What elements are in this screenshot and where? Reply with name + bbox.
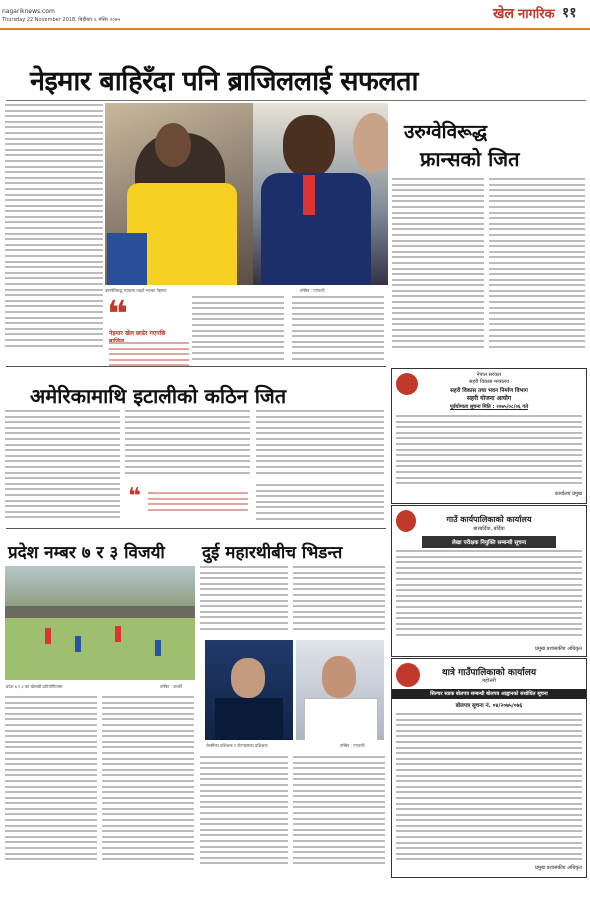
notice-urban-dev [391, 368, 587, 504]
quote1-mark: ❝ [107, 294, 129, 335]
notice1-org2: सहरी विकास मन्त्रालय [468, 379, 510, 385]
section-label: खेल [493, 6, 514, 22]
province-headline: प्रदेश नम्बर ७ र ३ विजयी [8, 543, 165, 563]
story5-col-c [200, 756, 288, 868]
story4-col-b [102, 696, 194, 866]
masthead [0, 0, 590, 32]
story4-col-a [5, 696, 97, 866]
brand-label: नागरिक [518, 7, 555, 22]
main-headline: नेइमार बाहिरँदा पनि ब्राजिललाई सफलता [30, 66, 419, 97]
story1-column [5, 104, 103, 354]
story1-col-right [292, 296, 384, 362]
photo3-credit: तस्बिर : कार्की [160, 684, 182, 689]
story3-col-d [256, 484, 384, 524]
story1-col-mid [192, 296, 284, 362]
story5-col-a [200, 566, 288, 636]
notice2-org2: बारबर्दिया, बर्दिया [473, 526, 505, 532]
photo4-credit: तस्बिर : एएफपी [340, 743, 365, 748]
rivalry-headline: दुई महारथीबीच भिडन्त [202, 543, 343, 563]
story5-col-d [293, 756, 385, 868]
quote-side-lines [109, 342, 189, 372]
photo3-caption: प्रदेश ७ र ३ का खेलाडी प्रतियोगितामा [6, 684, 63, 689]
notice2-org1: गाउँ कार्यपालिकाको कार्यालय [446, 515, 532, 524]
photo1-credit: तस्बिर : एएफपी [300, 288, 325, 293]
notice3-number: बोलपत्र सूचना नं. ०४/२०७५/०७६ [455, 703, 523, 709]
notice2-band: लेखा परीक्षक नियुक्ति सम्बन्धी सूचना [422, 536, 556, 548]
story3-col-a [5, 410, 120, 520]
page-number: ११ [562, 5, 577, 21]
notice1-org4: सहरी योजना आयोग [466, 395, 512, 402]
quote2-mark: ❝ [128, 484, 141, 509]
notice1-title: पूर्वयोग्यता सूचना मिति : २०७५/०८/०६ गते [449, 404, 529, 410]
pullquote-1: नेइमार खेल छाडेर गएपछि [109, 330, 166, 337]
site-url[interactable]: nagariknews.com [2, 8, 55, 15]
mbappe-photo [253, 103, 388, 285]
story2-headline-line2: फ्रान्सको जित [420, 147, 520, 171]
date-line: Thursday 22 November 2018, बिहीबार ६ मंसिर २०७५ [2, 17, 121, 23]
story5-col-b [293, 566, 385, 636]
football-match-photo [5, 566, 195, 680]
notice1-signoff: कार्यालय प्रमुख [554, 491, 582, 497]
photo1-caption: उरुग्वेविरुद्ध म्याचमा घाइते भएका नेइमार [105, 288, 167, 293]
story2-headline-line1: उरुग्वेविरूद्ध [404, 121, 488, 143]
story2-col-b [489, 178, 585, 350]
header-rule [0, 28, 590, 30]
coaches-photo-right [296, 640, 384, 740]
notice3-band: सिल्चर सडक बोलपत्र सम्बन्धी बोलपत्र आह्वानको संशोधित सूचना [392, 689, 586, 699]
story3-col-c [256, 410, 384, 480]
notice-tender [391, 658, 587, 878]
story2-col-a [392, 178, 484, 350]
notice-municipality [391, 505, 587, 657]
notice1-org3: सहरी विकास तथा भवन निर्माण विभाग [450, 388, 528, 394]
quote2-lines [148, 492, 248, 518]
neymar-photo [105, 103, 253, 285]
section-divider-1 [6, 366, 386, 367]
headline-rule [6, 100, 586, 101]
section-divider-2 [6, 528, 386, 529]
notice3-sub: महोत्तरी [482, 678, 496, 684]
photo4-caption: चेल्सीका प्रशिक्षक र टोटनहमका प्रशिक्षक [206, 743, 268, 748]
notice3-title: थात्रे गाउँपालिकाको कार्यालय [441, 668, 537, 678]
notice3-signoff: प्रमुख प्रशासकीय अधिकृत [535, 865, 582, 871]
notice2-signoff: प्रमुख प्रशासकीय अधिकृत [535, 646, 582, 652]
italy-headline: अमेरिकामाथि इटालीको कठिन जित [30, 384, 287, 408]
coaches-photo-left [205, 640, 293, 740]
notice1-org1: नेपाल सरकार [476, 372, 502, 378]
story3-col-b [125, 410, 250, 480]
